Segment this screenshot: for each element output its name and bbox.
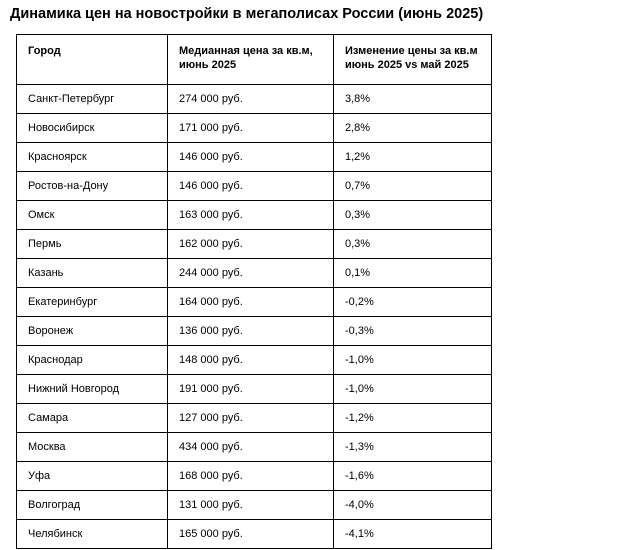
page-title: Динамика цен на новостройки в мегаполисах России (июнь 2025)	[10, 6, 484, 22]
price-cell: 163 000 руб.	[168, 201, 334, 230]
city-cell: Волгоград	[17, 491, 168, 520]
city-cell: Красноярск	[17, 143, 168, 172]
price-cell: 191 000 руб.	[168, 375, 334, 404]
table-row	[17, 317, 492, 346]
table-row	[17, 433, 492, 462]
city-cell: Самара	[17, 404, 168, 433]
city-cell: Челябинск	[17, 520, 168, 549]
change-cell: -1,0%	[334, 346, 492, 375]
table-row	[17, 259, 492, 288]
price-cell: 168 000 руб.	[168, 462, 334, 491]
table-row	[17, 375, 492, 404]
change-cell: -0,3%	[334, 317, 492, 346]
change-cell: -1,6%	[334, 462, 492, 491]
city-cell: Пермь	[17, 230, 168, 259]
price-cell: 127 000 руб.	[168, 404, 334, 433]
price-cell: 165 000 руб.	[168, 520, 334, 549]
city-cell: Екатеринбург	[17, 288, 168, 317]
city-cell: Новосибирск	[17, 114, 168, 143]
change-cell: 0,3%	[334, 230, 492, 259]
table-row	[17, 404, 492, 433]
table-row	[17, 491, 492, 520]
table-row	[17, 230, 492, 259]
city-cell: Нижний Новгород	[17, 375, 168, 404]
table-row	[17, 288, 492, 317]
change-cell: -1,2%	[334, 404, 492, 433]
change-cell: -0,2%	[334, 288, 492, 317]
price-cell: 148 000 руб.	[168, 346, 334, 375]
city-cell: Омск	[17, 201, 168, 230]
table-row	[17, 143, 492, 172]
city-cell: Санкт-Петербург	[17, 85, 168, 114]
change-cell: -1,3%	[334, 433, 492, 462]
price-table	[16, 34, 492, 549]
header-median-price: Медианная цена за кв.м, июнь 2025	[168, 35, 334, 85]
table-row	[17, 520, 492, 549]
city-cell: Ростов-на-Дону	[17, 172, 168, 201]
city-cell: Уфа	[17, 462, 168, 491]
price-cell: 434 000 руб.	[168, 433, 334, 462]
city-cell: Краснодар	[17, 346, 168, 375]
change-cell: -1,0%	[334, 375, 492, 404]
city-cell: Казань	[17, 259, 168, 288]
table-row	[17, 172, 492, 201]
price-cell: 162 000 руб.	[168, 230, 334, 259]
change-cell: 2,8%	[334, 114, 492, 143]
city-cell: Москва	[17, 433, 168, 462]
price-cell: 244 000 руб.	[168, 259, 334, 288]
change-cell: 0,7%	[334, 172, 492, 201]
city-cell: Воронеж	[17, 317, 168, 346]
price-cell: 171 000 руб.	[168, 114, 334, 143]
change-cell: 0,1%	[334, 259, 492, 288]
change-cell: 0,3%	[334, 201, 492, 230]
table-header-row	[17, 35, 492, 85]
header-price-change: Изменение цены за кв.м июнь 2025 vs май 2025	[334, 35, 492, 85]
price-cell: 131 000 руб.	[168, 491, 334, 520]
table-row	[17, 346, 492, 375]
price-cell: 274 000 руб.	[168, 85, 334, 114]
change-cell: -4,1%	[334, 520, 492, 549]
table-row	[17, 114, 492, 143]
price-cell: 146 000 руб.	[168, 143, 334, 172]
table-row	[17, 462, 492, 491]
change-cell: 1,2%	[334, 143, 492, 172]
change-cell: 3,8%	[334, 85, 492, 114]
table-row	[17, 201, 492, 230]
table-row	[17, 85, 492, 114]
header-city: Город	[17, 35, 168, 85]
price-cell: 136 000 руб.	[168, 317, 334, 346]
price-cell: 146 000 руб.	[168, 172, 334, 201]
change-cell: -4,0%	[334, 491, 492, 520]
price-cell: 164 000 руб.	[168, 288, 334, 317]
